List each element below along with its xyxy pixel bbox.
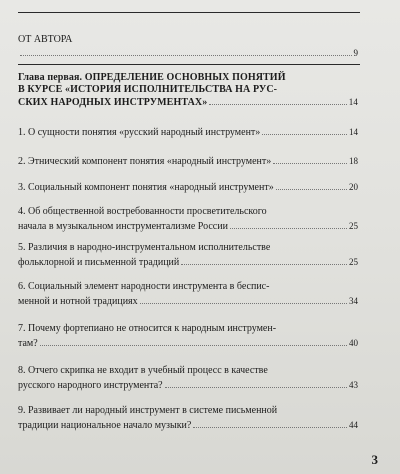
toc-item-text: 4. Об общественной востребованности просветительского bbox=[18, 206, 267, 217]
toc-item-text: 2. Этнический компонент понятия «народный инструмент» bbox=[18, 156, 272, 167]
dot-leader bbox=[193, 427, 347, 428]
page-ref: 14 bbox=[348, 97, 358, 107]
toc-item-text-line-2: менной и нотной традициях bbox=[18, 296, 138, 307]
author-entry-title: ОТ АВТОРА bbox=[18, 34, 73, 45]
toc-item-text: фольклорной и письменной традиций bbox=[18, 257, 180, 268]
toc-item-text: 5. Различия в народно-инструментальном исполнительстве bbox=[18, 242, 271, 253]
dot-leader bbox=[209, 104, 346, 105]
chapter-line-1: Глава первая. ОПРЕДЕЛЕНИЕ ОСНОВНЫХ ПОНЯТИЙ bbox=[18, 72, 286, 83]
page-ref: 14 bbox=[349, 127, 358, 137]
dot-leader bbox=[20, 55, 352, 56]
toc-item bbox=[18, 205, 358, 234]
page-ref: 18 bbox=[349, 156, 358, 166]
chapter-line-2: В КУРСЕ «ИСТОРИЯ ИСПОЛНИТЕЛЬСТВА НА РУС- bbox=[18, 84, 278, 95]
toc-item bbox=[18, 280, 358, 309]
toc-item-text-line-1: 6. Социальный элемент народности инструмента в беспис- bbox=[18, 281, 270, 292]
toc-item bbox=[18, 125, 358, 140]
toc-item bbox=[18, 404, 358, 433]
toc-item-text: 8. Отчего скрипка не входит в учебный процесс в качестве bbox=[18, 365, 268, 376]
page-number: 3 bbox=[371, 452, 378, 467]
toc-item bbox=[18, 241, 358, 270]
dot-leader bbox=[273, 163, 347, 164]
toc-item-text: 9. Развивает ли народный инструмент в системе письменной bbox=[18, 405, 278, 416]
page-ref: 20 bbox=[349, 182, 358, 192]
page-ref: 44 bbox=[349, 420, 358, 430]
top-rule bbox=[18, 12, 360, 13]
dot-leader bbox=[276, 189, 347, 190]
page-ref: 25 bbox=[349, 221, 358, 231]
page-ref: 40 bbox=[349, 338, 358, 348]
dot-leader bbox=[140, 303, 347, 304]
page-ref: 43 bbox=[349, 380, 358, 390]
toc-item bbox=[18, 364, 358, 393]
toc-entry-author-page bbox=[18, 46, 358, 60]
toc-item-text: 1. О сущности понятия «русский народный инструмент» bbox=[18, 127, 261, 138]
toc-chapter-heading bbox=[18, 72, 358, 109]
toc-item-text-line-2: там? bbox=[18, 338, 38, 349]
dot-leader bbox=[181, 264, 347, 265]
page-ref: 25 bbox=[349, 257, 358, 267]
toc-item bbox=[18, 322, 358, 351]
toc-item bbox=[18, 180, 358, 195]
chapter-line-3: СКИХ НАРОДНЫХ ИНСТРУМЕНТАХ» bbox=[18, 97, 208, 108]
toc-item-text: 3. Социальный компонент понятия «народный инструмент» bbox=[18, 182, 274, 193]
page-ref: 9 bbox=[353, 48, 358, 58]
dot-leader bbox=[165, 387, 347, 388]
toc-item bbox=[18, 154, 358, 169]
toc-item-text: русского народного инструмента? bbox=[18, 380, 163, 391]
toc-item-text: традиции национальное начало музыки? bbox=[18, 420, 192, 431]
dot-leader bbox=[40, 345, 347, 346]
toc-entry-author bbox=[18, 33, 358, 47]
toc-item-text: начала в музыкальном инструментализме России bbox=[18, 221, 228, 232]
toc-item-text-line-1: 7. Почему фортепиано не относится к народным инструмен- bbox=[18, 323, 277, 334]
dot-leader bbox=[230, 228, 347, 229]
page-ref: 34 bbox=[349, 296, 358, 306]
section-rule bbox=[18, 64, 360, 65]
dot-leader bbox=[262, 134, 347, 135]
